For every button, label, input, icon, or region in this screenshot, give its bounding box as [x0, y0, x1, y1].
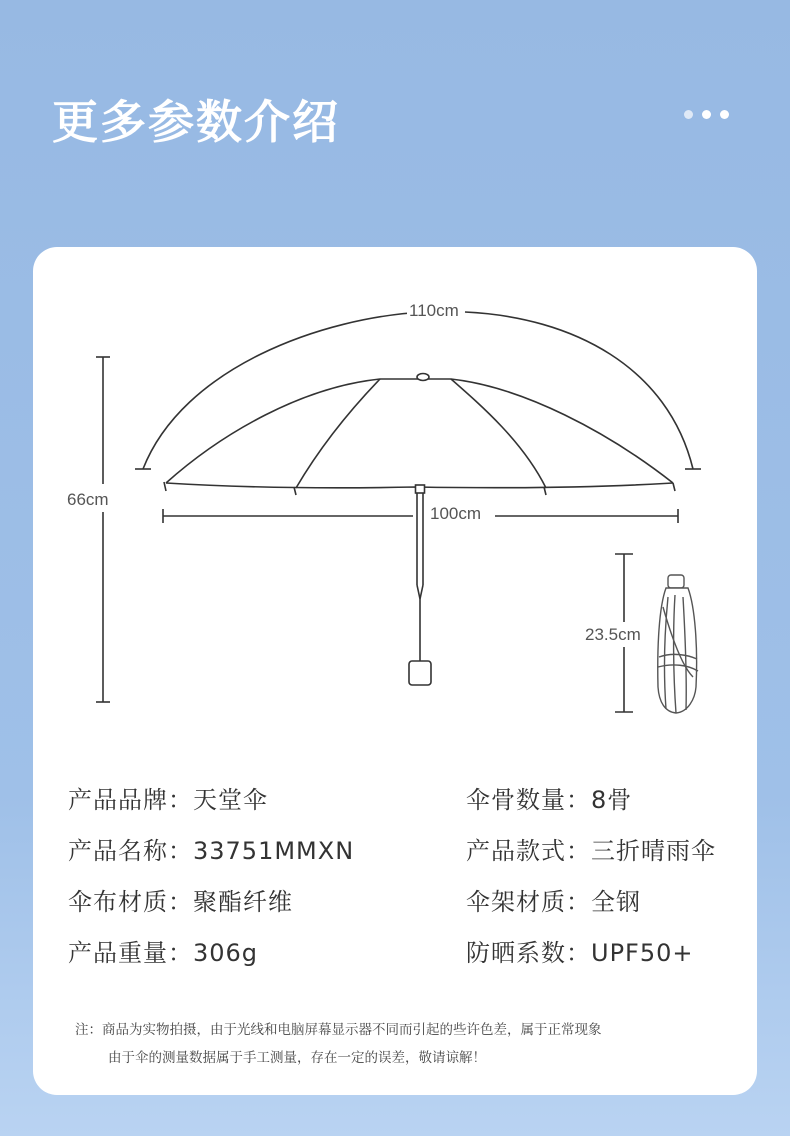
- width-label: 100cm: [430, 504, 482, 523]
- height-label: 66cm: [67, 490, 109, 509]
- spec-ribs: 伞骨数量：8骨: [466, 786, 633, 814]
- arc-length-label: 110cm: [409, 301, 459, 320]
- note-line-1: 注：商品为实物拍摄，由于光线和电脑屏幕显示器不同而引起的些许色差，属于正常现象: [75, 1022, 602, 1038]
- page-title: 更多参数介绍: [52, 95, 340, 149]
- spec-name: 产品名称：33751MMXN: [68, 837, 355, 865]
- arc-length-dimension-line: [135, 312, 701, 469]
- width-dimension-line: [163, 509, 678, 523]
- spec-weight: 产品重量：306g: [68, 939, 259, 967]
- height-dimension-line: [96, 357, 110, 702]
- umbrella-folded-illustration: [658, 575, 698, 713]
- more-dots-icon: [684, 110, 729, 119]
- note-line-2: 由于伞的测量数据属于手工测量，存在一定的误差，敬请谅解！: [108, 1050, 486, 1066]
- spec-brand: 产品品牌：天堂伞: [68, 786, 268, 814]
- spec-upf: 防晒系数：UPF50+: [466, 939, 694, 967]
- spec-fabric: 伞布材质：聚酯纤维: [68, 888, 293, 916]
- folded-length-label: 23.5cm: [585, 625, 641, 644]
- umbrella-diagram: [33, 247, 757, 747]
- spec-style: 产品款式：三折晴雨伞: [466, 837, 716, 865]
- parameter-card: [33, 247, 757, 1095]
- spec-frame: 伞架材质：全钢: [466, 888, 641, 916]
